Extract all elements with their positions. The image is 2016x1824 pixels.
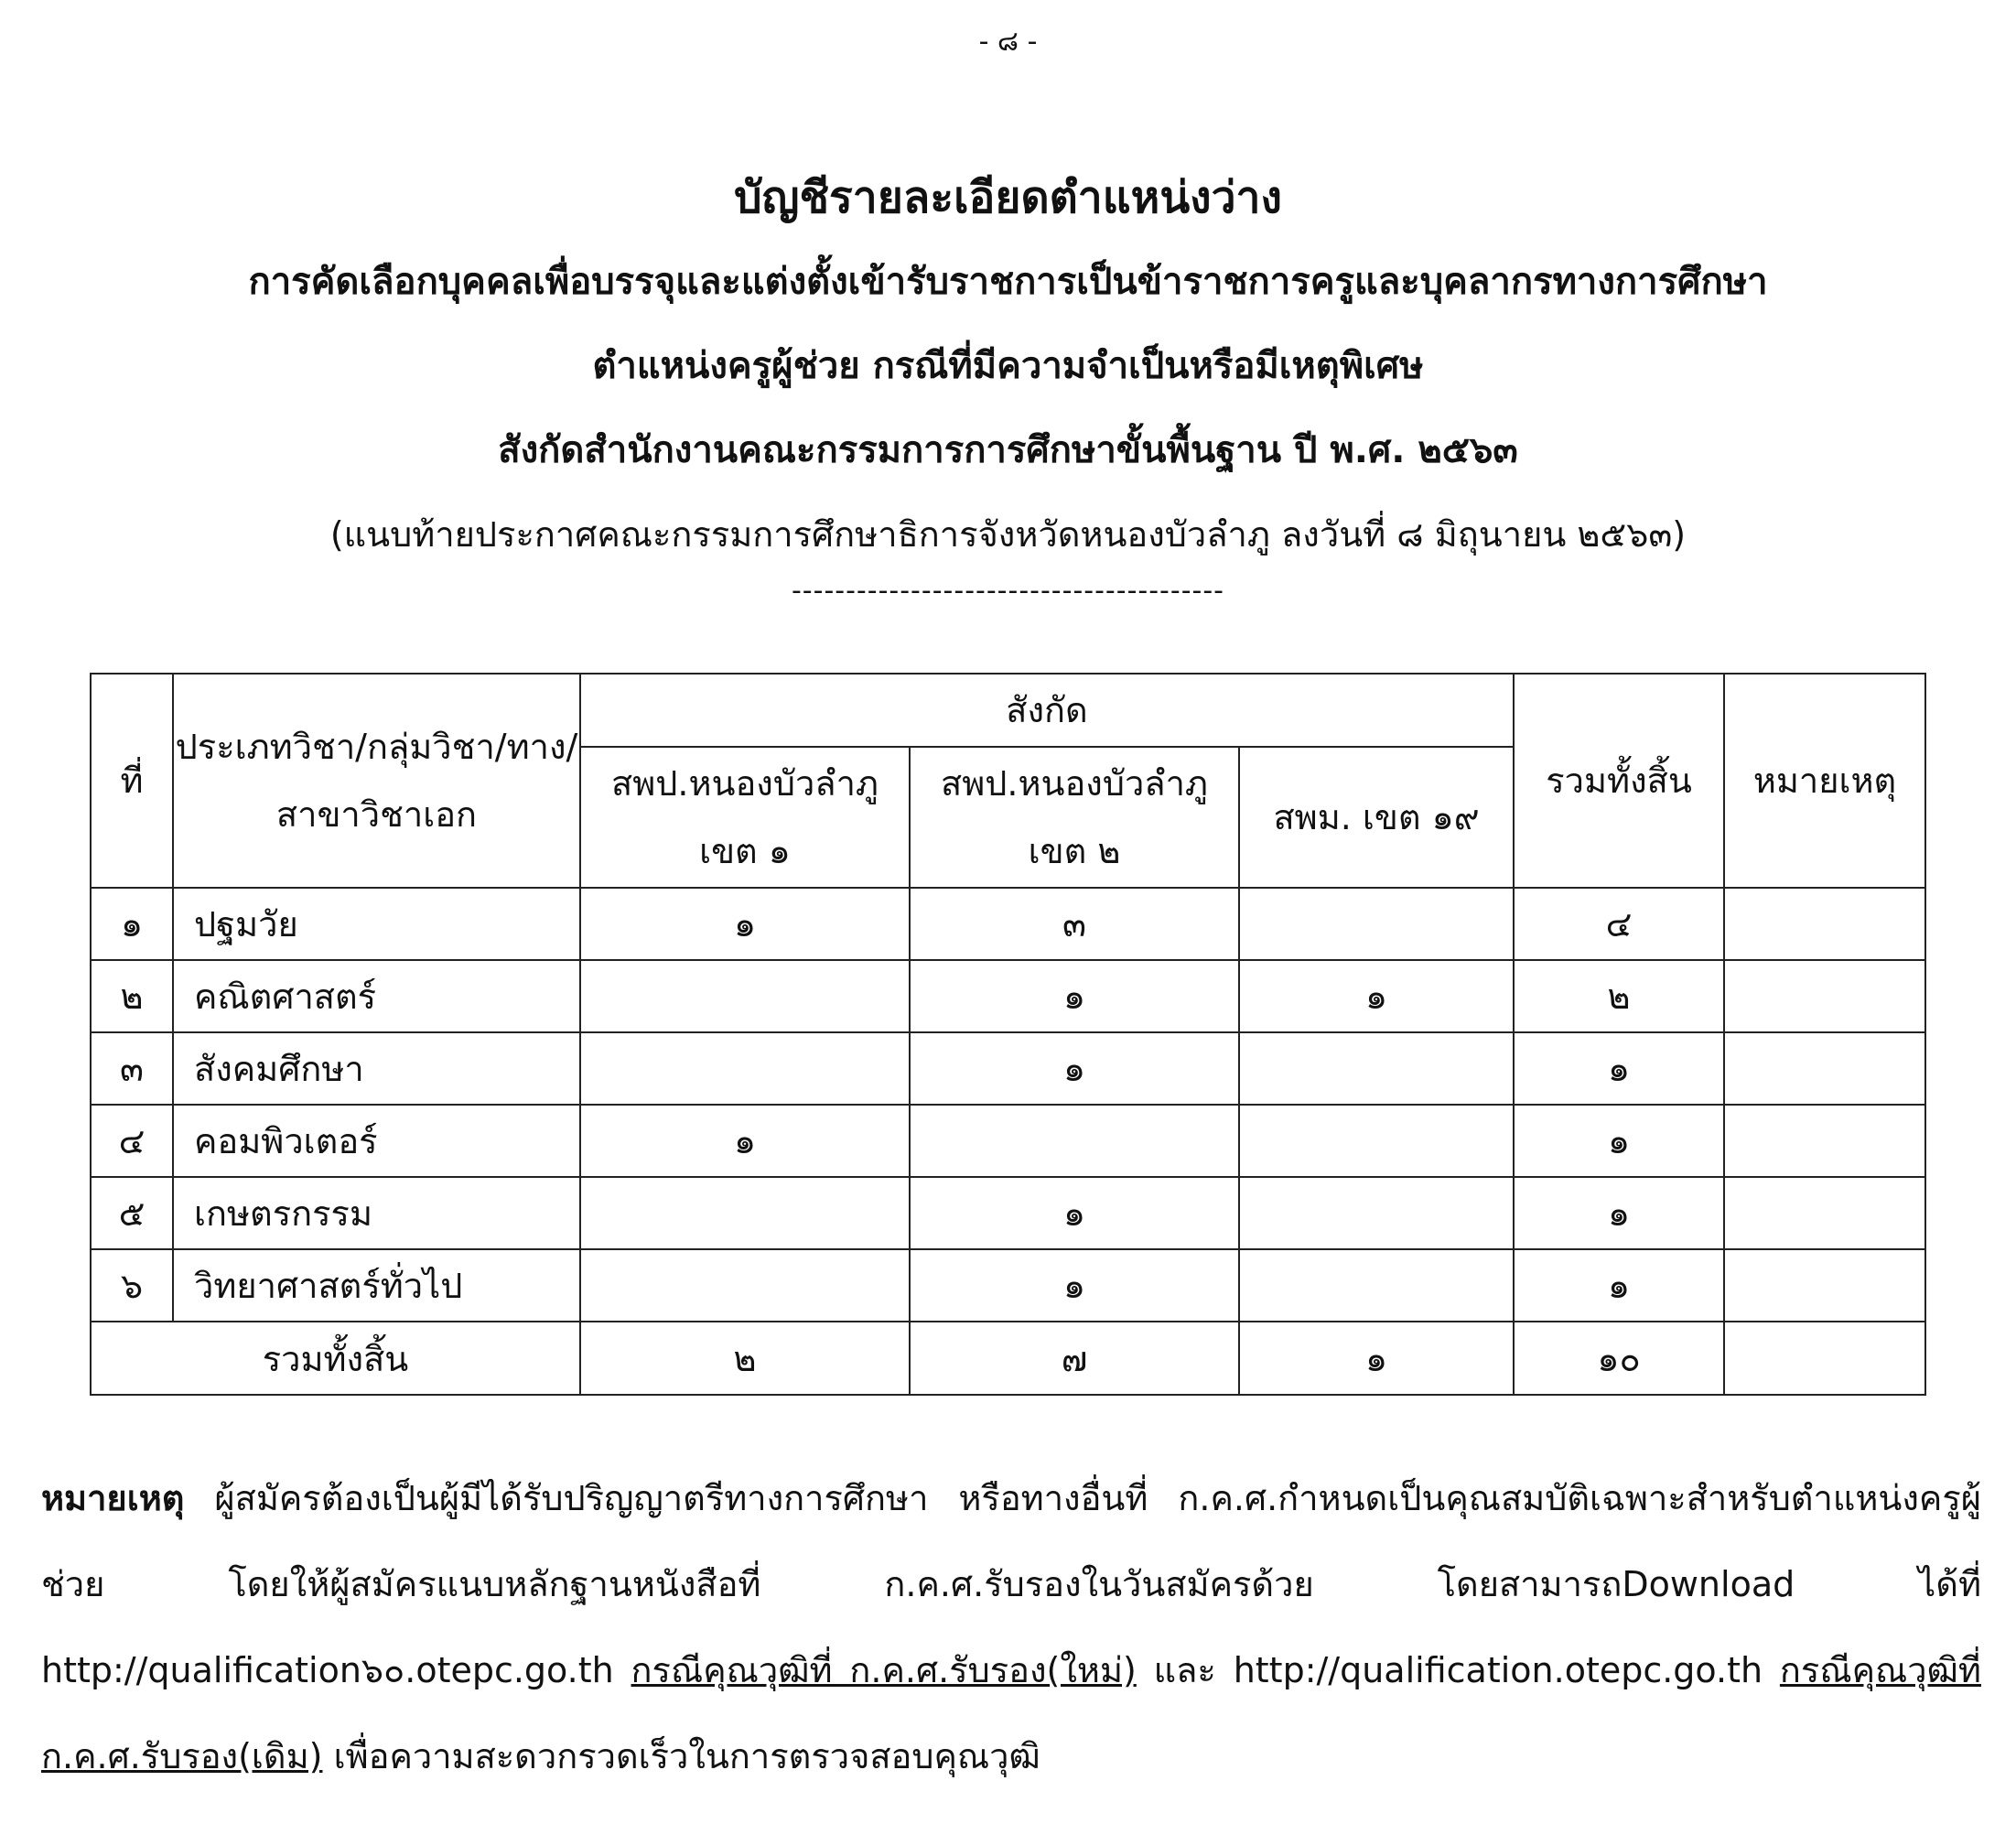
- row-no: ๑: [91, 888, 173, 960]
- note-text-1: ผู้สมัครต้องเป็นผู้มีได้รับปริญญาตรีทางการศึกษา หรือทางอื่นที่ ก.ค.ศ.กำหนดเป็นคุณสมบัติเฉพาะสำหรับตำแหน่งครูผู้ช่วย โดยให้ผู้สมัครแนบหลักฐานหนังสือที่ ก.ค.ศ.รับรองในวันสมัครด้วย โดยสามารถDownload ได้ที่: [41, 1478, 1981, 1604]
- row-remark: [1724, 1032, 1925, 1105]
- row-spp-area-2: ๑: [910, 1249, 1239, 1322]
- total-label: รวมทั้งสิ้น: [91, 1322, 580, 1395]
- row-spp-area-1: [580, 960, 910, 1032]
- row-spm-area-19: [1239, 1032, 1514, 1105]
- row-no: ๒: [91, 960, 173, 1032]
- row-subject: คณิตศาสตร์: [173, 960, 580, 1032]
- link-new-qualification[interactable]: กรณีคุณวุฒิที่ ก.ค.ศ.รับรอง(ใหม่): [631, 1650, 1137, 1690]
- document-title: บัญชีรายละเอียดตำแหน่งว่าง: [734, 172, 1282, 223]
- row-spm-area-19: [1239, 1105, 1514, 1177]
- header-spm-area-19: สพม. เขต ๑๙: [1239, 747, 1514, 888]
- table-total-row: [91, 1322, 1925, 1395]
- title-line-3: สังกัดสำนักงานคณะกรรมการการศึกษาขั้นพื้นฐาน ปี พ.ศ. ๒๕๖๓: [498, 429, 1518, 471]
- row-total: ๑: [1514, 1105, 1724, 1177]
- row-spp-area-1: [580, 1177, 910, 1249]
- row-no: ๕: [91, 1177, 173, 1249]
- row-total: ๑: [1514, 1249, 1724, 1322]
- row-spp-area-2: ๑: [910, 960, 1239, 1032]
- row-no: ๔: [91, 1105, 173, 1177]
- row-spm-area-19: [1239, 1249, 1514, 1322]
- row-total: ๔: [1514, 888, 1724, 960]
- row-subject: ปฐมวัย: [173, 888, 580, 960]
- table-row: [91, 888, 1925, 960]
- header-spp-area-1: สพป.หนองบัวลำภู เขต ๑: [580, 747, 910, 888]
- table-row: [91, 1105, 1925, 1177]
- row-remark: [1724, 1105, 1925, 1177]
- dashed-divider: ----------------------------------------: [791, 575, 1224, 607]
- vacancy-table: [90, 673, 1926, 1396]
- table-row: [91, 1249, 1925, 1322]
- header-total: รวมทั้งสิ้น: [1514, 674, 1724, 888]
- row-remark: [1724, 1177, 1925, 1249]
- row-remark: [1724, 1249, 1925, 1322]
- header-remark: หมายเหตุ: [1724, 674, 1925, 888]
- row-spm-area-19: [1239, 888, 1514, 960]
- table-header-row: [91, 674, 1925, 747]
- row-subject: สังคมศึกษา: [173, 1032, 580, 1105]
- row-spm-area-19: [1239, 1177, 1514, 1249]
- row-total: ๑: [1514, 1032, 1724, 1105]
- row-spp-area-2: ๓: [910, 888, 1239, 960]
- table-row: [91, 960, 1925, 1032]
- row-spp-area-1: [580, 1032, 910, 1105]
- title-line-1: การคัดเลือกบุคคลเพื่อบรรจุและแต่งตั้งเข้ารับราชการเป็นข้าราชการครูและบุคลากรทางการศึกษา: [248, 261, 1768, 303]
- document-titles: [0, 156, 2016, 577]
- row-spp-area-1: [580, 1249, 910, 1322]
- row-remark: [1724, 960, 1925, 1032]
- row-spm-area-19: ๑: [1239, 960, 1514, 1032]
- table-row: [91, 1177, 1925, 1249]
- document-subtitle: (แนบท้ายประกาศคณะกรรมการศึกษาธิการจังหวัดหนองบัวลำภู ลงวันที่ ๘ มิถุนายน ๒๕๖๓): [329, 514, 1687, 555]
- header-spp-area-2: สพป.หนองบัวลำภู เขต ๒: [910, 747, 1239, 888]
- page-number: - ๘ -: [978, 26, 1038, 58]
- qualification-url-new[interactable]: http://qualification๖๐.otepc.go.th: [41, 1650, 614, 1690]
- header-subject: ประเภทวิชา/กลุ่มวิชา/ทาง/สาขาวิชาเอก: [173, 674, 580, 888]
- row-subject: คอมพิวเตอร์: [173, 1105, 580, 1177]
- title-line-2: ตำแหน่งครูผู้ช่วย กรณีที่มีความจำเป็นหรือมีเหตุพิเศษ: [592, 345, 1424, 387]
- row-subject: วิทยาศาสตร์ทั่วไป: [173, 1249, 580, 1322]
- total-spp-area-2: ๗: [910, 1322, 1239, 1395]
- row-spp-area-2: ๑: [910, 1177, 1239, 1249]
- qualification-url-old[interactable]: http://qualification.otepc.go.th: [1233, 1650, 1763, 1690]
- row-no: ๓: [91, 1032, 173, 1105]
- row-spp-area-1: ๑: [580, 888, 910, 960]
- total-grand: ๑๐: [1514, 1322, 1724, 1395]
- header-no: ที่: [91, 674, 173, 888]
- row-total: ๒: [1514, 960, 1724, 1032]
- row-subject: เกษตรกรรม: [173, 1177, 580, 1249]
- note-paragraph: [41, 1455, 1981, 1799]
- row-spp-area-1: ๑: [580, 1105, 910, 1177]
- note-label: หมายเหตุ: [41, 1478, 185, 1518]
- header-affiliation: สังกัด: [580, 674, 1514, 747]
- table-row: [91, 1032, 1925, 1105]
- row-total: ๑: [1514, 1177, 1724, 1249]
- note-and: และ: [1153, 1650, 1216, 1690]
- row-remark: [1724, 888, 1925, 960]
- note-text-2: เพื่อความสะดวกรวดเร็วในการตรวจสอบคุณวุฒิ: [333, 1736, 1040, 1776]
- total-spm-area-19: ๑: [1239, 1322, 1514, 1395]
- row-no: ๖: [91, 1249, 173, 1322]
- row-spp-area-2: [910, 1105, 1239, 1177]
- total-remark: [1724, 1322, 1925, 1395]
- row-spp-area-2: ๑: [910, 1032, 1239, 1105]
- link-old-qualification[interactable]: กรณีคุณวุฒิที่ ก.ค.ศ.รับรอง(เดิม): [41, 1650, 1981, 1776]
- total-spp-area-1: ๒: [580, 1322, 910, 1395]
